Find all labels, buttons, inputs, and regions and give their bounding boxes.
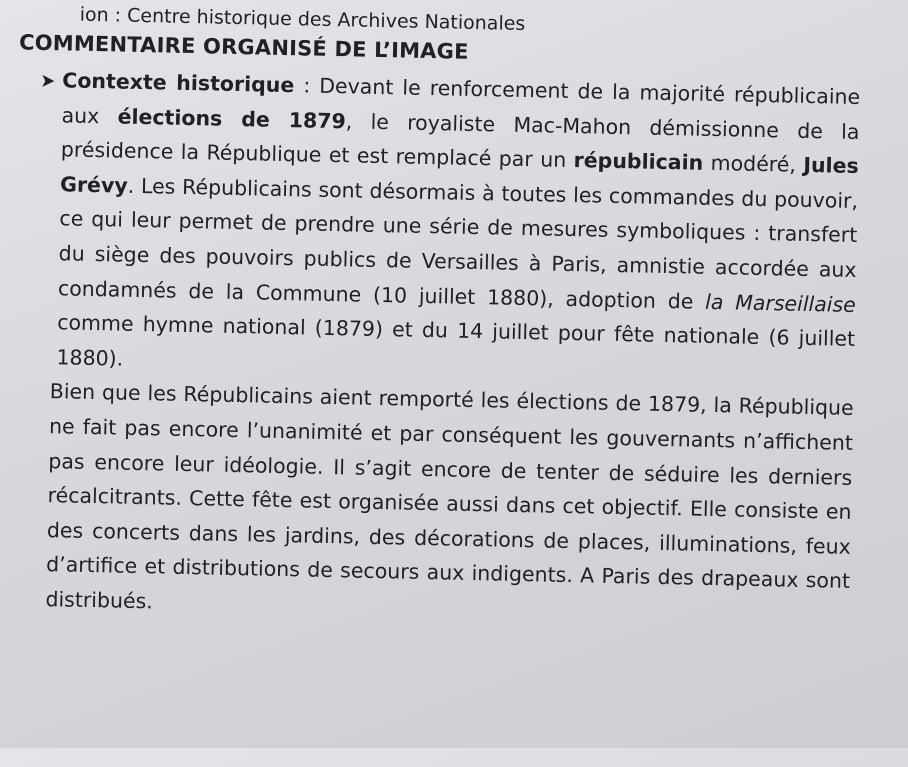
emphasis-elections: élections de 1879	[117, 104, 347, 133]
source-caption: ion : Centre historique des Archives Nationales	[79, 3, 526, 36]
arrow-bullet-icon	[40, 63, 63, 89]
emphasis-jules-grevy: Jules Grévy	[59, 153, 859, 198]
text-run: comme hymne national (1879) et du 14 juillet pour fête nationale (6 juillet 1880).	[56, 310, 856, 371]
context-bullet	[34, 63, 860, 391]
document-body	[29, 63, 860, 634]
italic-marseillaise: la Marseillaise	[704, 289, 857, 317]
label-separator: :	[294, 73, 320, 98]
context-label: Contexte historique	[62, 68, 295, 98]
text-run: modéré,	[703, 150, 804, 178]
text-run: , le royaliste Mac-Mahon démissionne de la présidence la République et est remplacé par un	[60, 108, 860, 173]
context-paragraph	[56, 63, 860, 391]
emphasis-republicain: républicain	[573, 148, 704, 175]
text-run: . Les Républicains sont désormais à toutes les commandes du pouvoir, ce qui leur permet de prendre une série de mesures symboliques : transfert du siège des pouvoirs publics de Versailles à Paris, amnistie accordée aux condamnés de la Commune (10 juillet 1880), adoption de	[57, 173, 859, 314]
paragraph-2: Bien que les Républicains aient remporté les élections de 1879, la République ne fait pas encore l’unanimité et par conséquent les gouvernants n’affichent pas encore leur idéologie. Il s’agit encore de tenter de séduire les derniers récalcitrants. Cette fête est organisée aussi dans cet objectif. Elle consiste en des concerts dans les jardins, des décorations de places, illuminations, feux d’artifice et distributions de secours aux indigents. A Paris des drapeaux sont distribués.	[45, 379, 854, 614]
text-run: Devant le renforcement de la majorité républicaine aux	[61, 73, 861, 129]
section-heading: COMMENTAIRE ORGANISÉ DE L’IMAGE	[18, 30, 469, 64]
